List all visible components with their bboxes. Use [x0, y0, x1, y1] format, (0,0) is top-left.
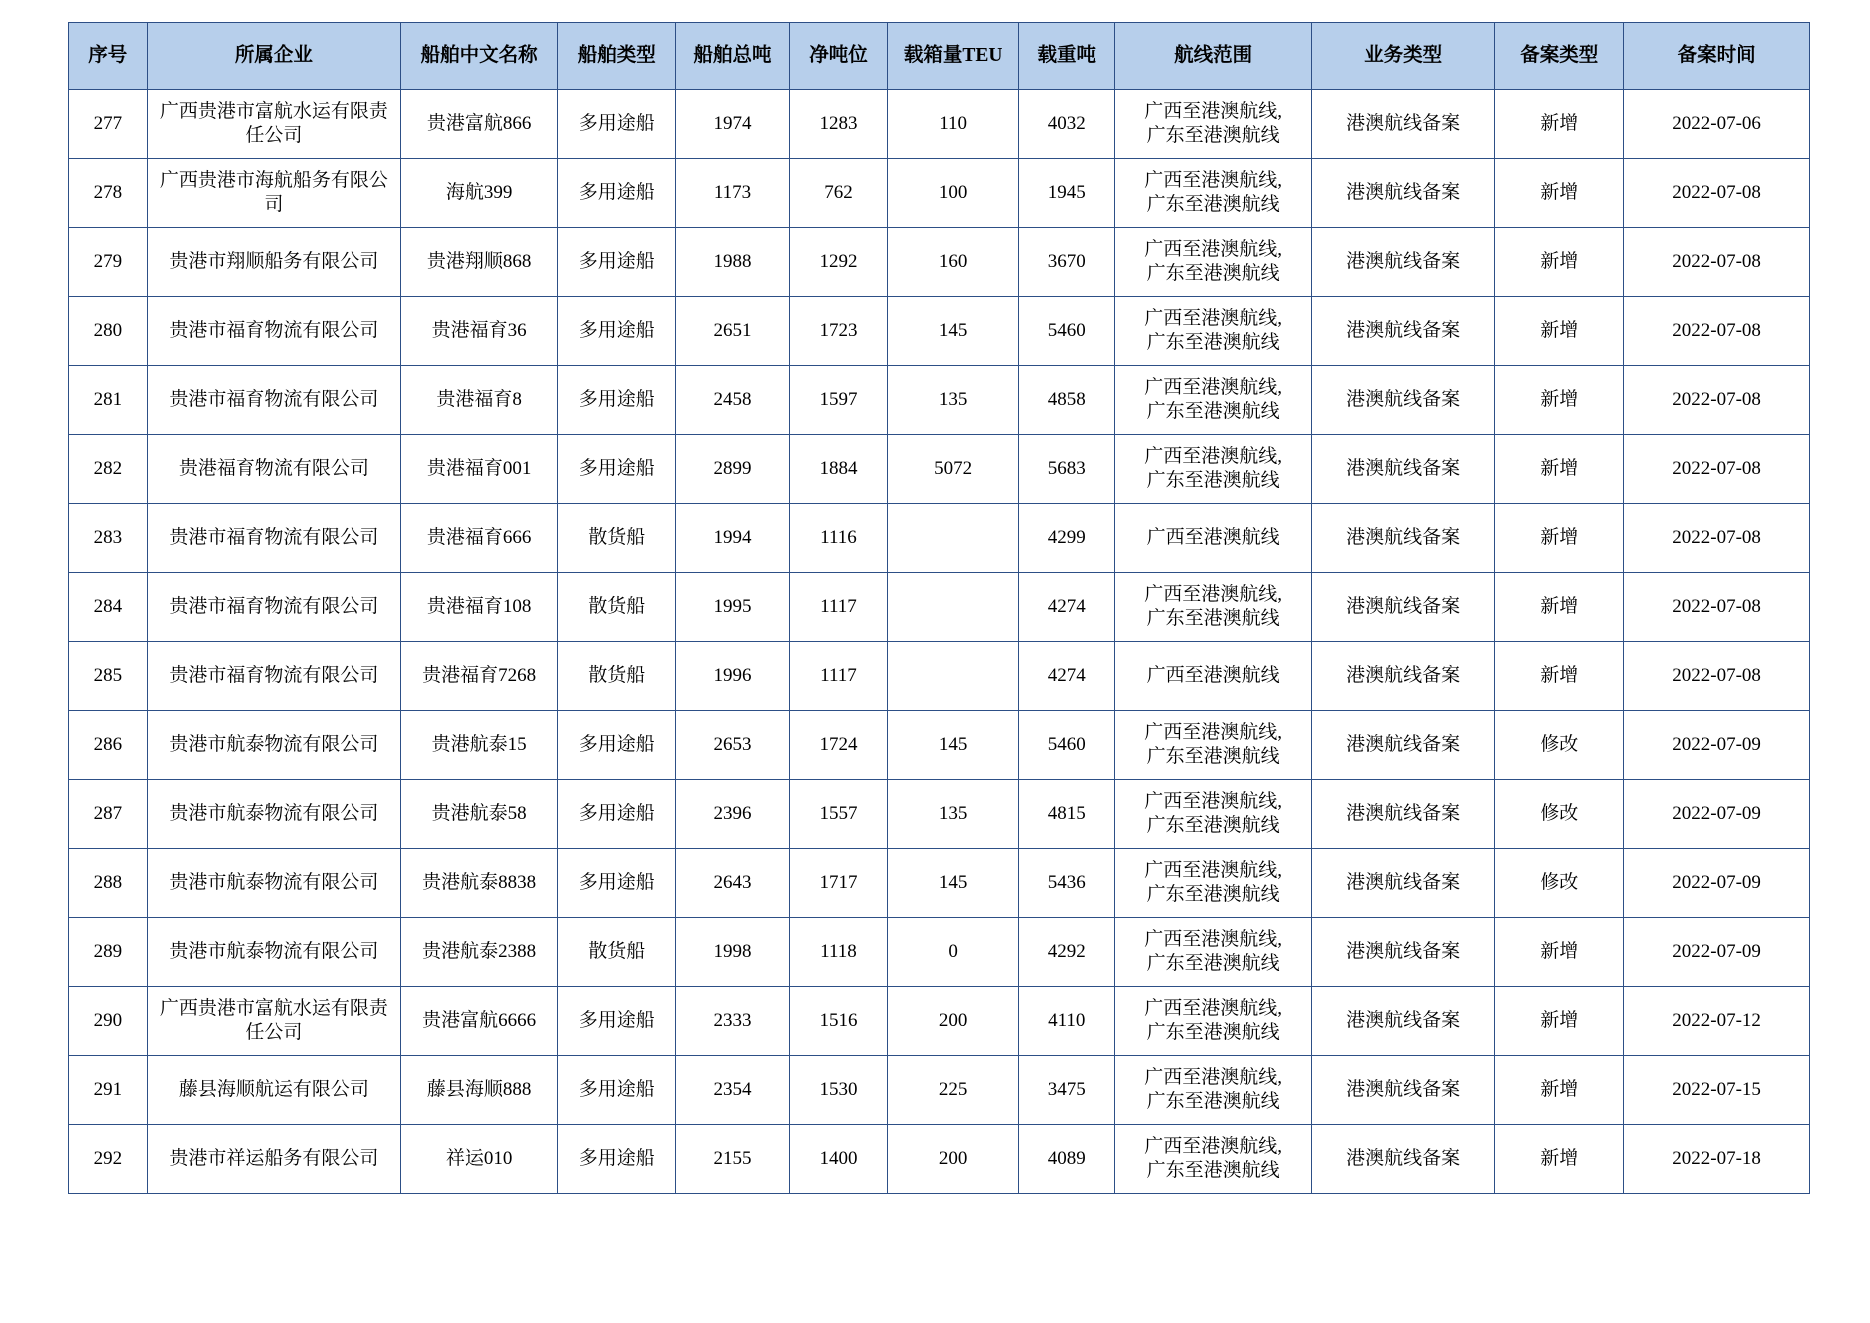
- cell-business-type: 港澳航线备案: [1311, 573, 1494, 642]
- cell-ship-type: 多用途船: [558, 90, 676, 159]
- route-line-2: 广东至港澳航线: [1146, 263, 1280, 284]
- cell-company: 广西贵港市富航水运有限责任公司: [147, 987, 400, 1056]
- route-line-1: 广西至港澳航线,: [1144, 376, 1282, 398]
- cell-ship-name: 祥运010: [401, 1125, 558, 1194]
- cell-teu: 145: [888, 711, 1019, 780]
- cell-index: 283: [69, 504, 148, 573]
- cell-deadweight: 1945: [1019, 159, 1115, 228]
- cell-ship-name: 贵港福育108: [401, 573, 558, 642]
- cell-index: 288: [69, 849, 148, 918]
- cell-route: [1115, 297, 1312, 366]
- cell-index: 277: [69, 90, 148, 159]
- cell-net-tonnage: 1717: [789, 849, 887, 918]
- cell-ship-name: 贵港航泰8838: [401, 849, 558, 918]
- table-row: [69, 1056, 1810, 1125]
- cell-record-time: 2022-07-08: [1624, 642, 1810, 711]
- cell-company: 贵港市航泰物流有限公司: [147, 780, 400, 849]
- cell-business-type: 港澳航线备案: [1311, 1125, 1494, 1194]
- cell-record-time: 2022-07-15: [1624, 1056, 1810, 1125]
- column-header-index: 序号: [69, 23, 148, 90]
- cell-route: [1115, 435, 1312, 504]
- route-line-2: 广东至港澳航线: [1146, 1160, 1280, 1181]
- route-line-1: 广西至港澳航线,: [1144, 238, 1282, 260]
- cell-route: [1115, 366, 1312, 435]
- cell-ship-type: 多用途船: [558, 849, 676, 918]
- table-row: [69, 366, 1810, 435]
- cell-business-type: 港澳航线备案: [1311, 642, 1494, 711]
- cell-record-type: 修改: [1495, 849, 1624, 918]
- cell-record-time: 2022-07-06: [1624, 90, 1810, 159]
- cell-company: 贵港市航泰物流有限公司: [147, 918, 400, 987]
- cell-record-type: 新增: [1495, 504, 1624, 573]
- cell-record-time: 2022-07-08: [1624, 159, 1810, 228]
- cell-teu: 135: [888, 780, 1019, 849]
- cell-index: 287: [69, 780, 148, 849]
- cell-record-type: 新增: [1495, 228, 1624, 297]
- cell-business-type: 港澳航线备案: [1311, 918, 1494, 987]
- cell-business-type: 港澳航线备案: [1311, 297, 1494, 366]
- cell-record-type: 新增: [1495, 1056, 1624, 1125]
- cell-gross-tonnage: 2354: [676, 1056, 790, 1125]
- cell-net-tonnage: 762: [789, 159, 887, 228]
- route-line-1: 广西至港澳航线: [1146, 664, 1280, 686]
- cell-company: 贵港市福育物流有限公司: [147, 642, 400, 711]
- cell-gross-tonnage: 2651: [676, 297, 790, 366]
- column-header-company: 所属企业: [147, 23, 400, 90]
- cell-gross-tonnage: 1995: [676, 573, 790, 642]
- cell-ship-name: 贵港翔顺868: [401, 228, 558, 297]
- cell-route: [1115, 159, 1312, 228]
- cell-record-time: 2022-07-08: [1624, 228, 1810, 297]
- cell-ship-name: 贵港富航6666: [401, 987, 558, 1056]
- table-row: [69, 159, 1810, 228]
- cell-teu: 135: [888, 366, 1019, 435]
- cell-index: 281: [69, 366, 148, 435]
- cell-teu: 145: [888, 849, 1019, 918]
- column-header-deadweight: 载重吨: [1019, 23, 1115, 90]
- cell-record-time: 2022-07-09: [1624, 918, 1810, 987]
- cell-net-tonnage: 1516: [789, 987, 887, 1056]
- route-line-2: 广东至港澳航线: [1146, 884, 1280, 905]
- cell-record-type: 修改: [1495, 711, 1624, 780]
- table-body: [69, 90, 1810, 1194]
- cell-index: 289: [69, 918, 148, 987]
- cell-deadweight: 4292: [1019, 918, 1115, 987]
- cell-teu: 225: [888, 1056, 1019, 1125]
- cell-teu: 200: [888, 987, 1019, 1056]
- cell-route: [1115, 642, 1312, 711]
- route-line-1: 广西至港澳航线,: [1144, 1066, 1282, 1088]
- cell-index: 282: [69, 435, 148, 504]
- cell-business-type: 港澳航线备案: [1311, 228, 1494, 297]
- cell-ship-name: 贵港航泰58: [401, 780, 558, 849]
- cell-net-tonnage: 1724: [789, 711, 887, 780]
- route-line-2: 广东至港澳航线: [1146, 401, 1280, 422]
- cell-gross-tonnage: 1173: [676, 159, 790, 228]
- cell-record-time: 2022-07-18: [1624, 1125, 1810, 1194]
- cell-index: 290: [69, 987, 148, 1056]
- table-row: [69, 297, 1810, 366]
- route-line-2: 广东至港澳航线: [1146, 1091, 1280, 1112]
- column-header-net-tonnage: 净吨位: [789, 23, 887, 90]
- cell-record-type: 新增: [1495, 918, 1624, 987]
- cell-record-type: 修改: [1495, 780, 1624, 849]
- table-row: [69, 435, 1810, 504]
- cell-ship-type: 多用途船: [558, 1056, 676, 1125]
- cell-record-type: 新增: [1495, 159, 1624, 228]
- column-header-ship-type: 船舶类型: [558, 23, 676, 90]
- table-row: [69, 918, 1810, 987]
- route-line-1: 广西至港澳航线,: [1144, 997, 1282, 1019]
- cell-record-type: 新增: [1495, 987, 1624, 1056]
- cell-gross-tonnage: 2458: [676, 366, 790, 435]
- cell-gross-tonnage: 2899: [676, 435, 790, 504]
- table-header: [69, 23, 1810, 90]
- cell-business-type: 港澳航线备案: [1311, 435, 1494, 504]
- cell-deadweight: 4815: [1019, 780, 1115, 849]
- cell-ship-name: 海航399: [401, 159, 558, 228]
- cell-ship-name: 贵港航泰2388: [401, 918, 558, 987]
- cell-company: 贵港市福育物流有限公司: [147, 366, 400, 435]
- route-line-1: 广西至港澳航线,: [1144, 859, 1282, 881]
- cell-ship-type: 散货船: [558, 642, 676, 711]
- cell-ship-type: 多用途船: [558, 435, 676, 504]
- cell-teu: 5072: [888, 435, 1019, 504]
- cell-company: 藤县海顺航运有限公司: [147, 1056, 400, 1125]
- cell-index: 279: [69, 228, 148, 297]
- cell-gross-tonnage: 2396: [676, 780, 790, 849]
- cell-index: 278: [69, 159, 148, 228]
- cell-net-tonnage: 1400: [789, 1125, 887, 1194]
- cell-deadweight: 4274: [1019, 573, 1115, 642]
- cell-route: [1115, 987, 1312, 1056]
- cell-business-type: 港澳航线备案: [1311, 987, 1494, 1056]
- cell-net-tonnage: 1117: [789, 573, 887, 642]
- route-line-1: 广西至港澳航线,: [1144, 100, 1282, 122]
- table-header-row: [69, 23, 1810, 90]
- column-header-route: 航线范围: [1115, 23, 1312, 90]
- cell-route: [1115, 90, 1312, 159]
- table-row: [69, 1125, 1810, 1194]
- cell-net-tonnage: 1530: [789, 1056, 887, 1125]
- cell-deadweight: 5436: [1019, 849, 1115, 918]
- cell-ship-type: 多用途船: [558, 366, 676, 435]
- cell-ship-type: 多用途船: [558, 297, 676, 366]
- cell-gross-tonnage: 1998: [676, 918, 790, 987]
- cell-gross-tonnage: 1996: [676, 642, 790, 711]
- cell-ship-name: 贵港福育001: [401, 435, 558, 504]
- cell-record-time: 2022-07-09: [1624, 711, 1810, 780]
- cell-route: [1115, 573, 1312, 642]
- cell-route: [1115, 849, 1312, 918]
- cell-record-type: 新增: [1495, 642, 1624, 711]
- cell-company: 贵港福育物流有限公司: [147, 435, 400, 504]
- cell-record-type: 新增: [1495, 435, 1624, 504]
- cell-ship-type: 多用途船: [558, 228, 676, 297]
- cell-ship-type: 多用途船: [558, 780, 676, 849]
- cell-route: [1115, 780, 1312, 849]
- route-line-1: 广西至港澳航线,: [1144, 721, 1282, 743]
- cell-ship-name: 贵港富航866: [401, 90, 558, 159]
- cell-deadweight: 4274: [1019, 642, 1115, 711]
- cell-company: 广西贵港市富航水运有限责任公司: [147, 90, 400, 159]
- cell-record-time: 2022-07-09: [1624, 780, 1810, 849]
- cell-ship-name: 贵港福育8: [401, 366, 558, 435]
- table-row: [69, 987, 1810, 1056]
- cell-ship-name: 贵港福育36: [401, 297, 558, 366]
- cell-net-tonnage: 1723: [789, 297, 887, 366]
- cell-gross-tonnage: 1974: [676, 90, 790, 159]
- column-header-business-type: 业务类型: [1311, 23, 1494, 90]
- route-line-2: 广东至港澳航线: [1146, 953, 1280, 974]
- route-line-2: 广东至港澳航线: [1146, 1022, 1280, 1043]
- cell-teu: 110: [888, 90, 1019, 159]
- cell-ship-type: 多用途船: [558, 711, 676, 780]
- cell-deadweight: 4858: [1019, 366, 1115, 435]
- table-row: [69, 849, 1810, 918]
- cell-company: 贵港市航泰物流有限公司: [147, 849, 400, 918]
- cell-route: [1115, 228, 1312, 297]
- cell-index: 291: [69, 1056, 148, 1125]
- cell-index: 280: [69, 297, 148, 366]
- cell-net-tonnage: 1557: [789, 780, 887, 849]
- cell-company: 贵港市福育物流有限公司: [147, 504, 400, 573]
- cell-route: [1115, 504, 1312, 573]
- cell-business-type: 港澳航线备案: [1311, 366, 1494, 435]
- cell-net-tonnage: 1884: [789, 435, 887, 504]
- cell-deadweight: 3670: [1019, 228, 1115, 297]
- cell-gross-tonnage: 2333: [676, 987, 790, 1056]
- cell-company: 贵港市航泰物流有限公司: [147, 711, 400, 780]
- cell-gross-tonnage: 2653: [676, 711, 790, 780]
- cell-ship-type: 多用途船: [558, 987, 676, 1056]
- cell-ship-type: 散货船: [558, 573, 676, 642]
- cell-teu: 100: [888, 159, 1019, 228]
- cell-record-type: 新增: [1495, 1125, 1624, 1194]
- column-header-gross-tonnage: 船舶总吨: [676, 23, 790, 90]
- cell-net-tonnage: 1116: [789, 504, 887, 573]
- route-line-1: 广西至港澳航线: [1146, 526, 1280, 548]
- cell-company: 贵港市祥运船务有限公司: [147, 1125, 400, 1194]
- cell-teu: [888, 642, 1019, 711]
- cell-business-type: 港澳航线备案: [1311, 504, 1494, 573]
- cell-record-type: 新增: [1495, 573, 1624, 642]
- route-line-2: 广东至港澳航线: [1146, 332, 1280, 353]
- cell-record-type: 新增: [1495, 90, 1624, 159]
- cell-route: [1115, 918, 1312, 987]
- cell-teu: [888, 504, 1019, 573]
- cell-record-type: 新增: [1495, 366, 1624, 435]
- ship-record-table: [68, 22, 1810, 1194]
- table-row: [69, 90, 1810, 159]
- cell-net-tonnage: 1117: [789, 642, 887, 711]
- table-row: [69, 573, 1810, 642]
- cell-deadweight: 5460: [1019, 711, 1115, 780]
- cell-deadweight: 5460: [1019, 297, 1115, 366]
- table-row: [69, 228, 1810, 297]
- cell-deadweight: 3475: [1019, 1056, 1115, 1125]
- cell-ship-type: 散货船: [558, 918, 676, 987]
- cell-ship-type: 散货船: [558, 504, 676, 573]
- cell-teu: 145: [888, 297, 1019, 366]
- route-line-1: 广西至港澳航线,: [1144, 790, 1282, 812]
- cell-ship-name: 贵港福育666: [401, 504, 558, 573]
- cell-teu: 160: [888, 228, 1019, 297]
- cell-net-tonnage: 1283: [789, 90, 887, 159]
- cell-teu: [888, 573, 1019, 642]
- cell-business-type: 港澳航线备案: [1311, 711, 1494, 780]
- cell-deadweight: 4089: [1019, 1125, 1115, 1194]
- cell-record-time: 2022-07-08: [1624, 573, 1810, 642]
- table-row: [69, 780, 1810, 849]
- cell-index: 292: [69, 1125, 148, 1194]
- table-row: [69, 504, 1810, 573]
- cell-net-tonnage: 1597: [789, 366, 887, 435]
- cell-business-type: 港澳航线备案: [1311, 159, 1494, 228]
- cell-record-type: 新增: [1495, 297, 1624, 366]
- cell-business-type: 港澳航线备案: [1311, 849, 1494, 918]
- cell-ship-name: 藤县海顺888: [401, 1056, 558, 1125]
- cell-ship-name: 贵港航泰15: [401, 711, 558, 780]
- route-line-1: 广西至港澳航线,: [1144, 928, 1282, 950]
- cell-deadweight: 5683: [1019, 435, 1115, 504]
- cell-record-time: 2022-07-08: [1624, 297, 1810, 366]
- cell-company: 广西贵港市海航船务有限公司: [147, 159, 400, 228]
- cell-business-type: 港澳航线备案: [1311, 90, 1494, 159]
- route-line-2: 广东至港澳航线: [1146, 470, 1280, 491]
- cell-business-type: 港澳航线备案: [1311, 1056, 1494, 1125]
- table-row: [69, 711, 1810, 780]
- cell-teu: 200: [888, 1125, 1019, 1194]
- table-row: [69, 642, 1810, 711]
- cell-company: 贵港市福育物流有限公司: [147, 573, 400, 642]
- cell-company: 贵港市福育物流有限公司: [147, 297, 400, 366]
- route-line-1: 广西至港澳航线,: [1144, 445, 1282, 467]
- route-line-2: 广东至港澳航线: [1146, 746, 1280, 767]
- route-line-1: 广西至港澳航线,: [1144, 1135, 1282, 1157]
- cell-ship-type: 多用途船: [558, 1125, 676, 1194]
- cell-index: 286: [69, 711, 148, 780]
- column-header-record-type: 备案类型: [1495, 23, 1624, 90]
- cell-deadweight: 4299: [1019, 504, 1115, 573]
- cell-company: 贵港市翔顺船务有限公司: [147, 228, 400, 297]
- cell-record-time: 2022-07-09: [1624, 849, 1810, 918]
- route-line-1: 广西至港澳航线,: [1144, 307, 1282, 329]
- cell-record-time: 2022-07-12: [1624, 987, 1810, 1056]
- route-line-1: 广西至港澳航线,: [1144, 169, 1282, 191]
- cell-index: 285: [69, 642, 148, 711]
- cell-ship-type: 多用途船: [558, 159, 676, 228]
- cell-gross-tonnage: 1988: [676, 228, 790, 297]
- cell-business-type: 港澳航线备案: [1311, 780, 1494, 849]
- cell-route: [1115, 711, 1312, 780]
- cell-deadweight: 4110: [1019, 987, 1115, 1056]
- column-header-ship-name: 船舶中文名称: [401, 23, 558, 90]
- route-line-2: 广东至港澳航线: [1146, 194, 1280, 215]
- cell-gross-tonnage: 1994: [676, 504, 790, 573]
- cell-gross-tonnage: 2155: [676, 1125, 790, 1194]
- cell-record-time: 2022-07-08: [1624, 366, 1810, 435]
- cell-net-tonnage: 1118: [789, 918, 887, 987]
- cell-index: 284: [69, 573, 148, 642]
- route-line-2: 广东至港澳航线: [1146, 125, 1280, 146]
- column-header-record-time: 备案时间: [1624, 23, 1810, 90]
- cell-record-time: 2022-07-08: [1624, 504, 1810, 573]
- cell-route: [1115, 1125, 1312, 1194]
- route-line-1: 广西至港澳航线,: [1144, 583, 1282, 605]
- cell-record-time: 2022-07-08: [1624, 435, 1810, 504]
- cell-net-tonnage: 1292: [789, 228, 887, 297]
- route-line-2: 广东至港澳航线: [1146, 815, 1280, 836]
- route-line-2: 广东至港澳航线: [1146, 608, 1280, 629]
- column-header-teu: 载箱量TEU: [888, 23, 1019, 90]
- cell-route: [1115, 1056, 1312, 1125]
- cell-gross-tonnage: 2643: [676, 849, 790, 918]
- cell-deadweight: 4032: [1019, 90, 1115, 159]
- cell-ship-name: 贵港福育7268: [401, 642, 558, 711]
- cell-teu: 0: [888, 918, 1019, 987]
